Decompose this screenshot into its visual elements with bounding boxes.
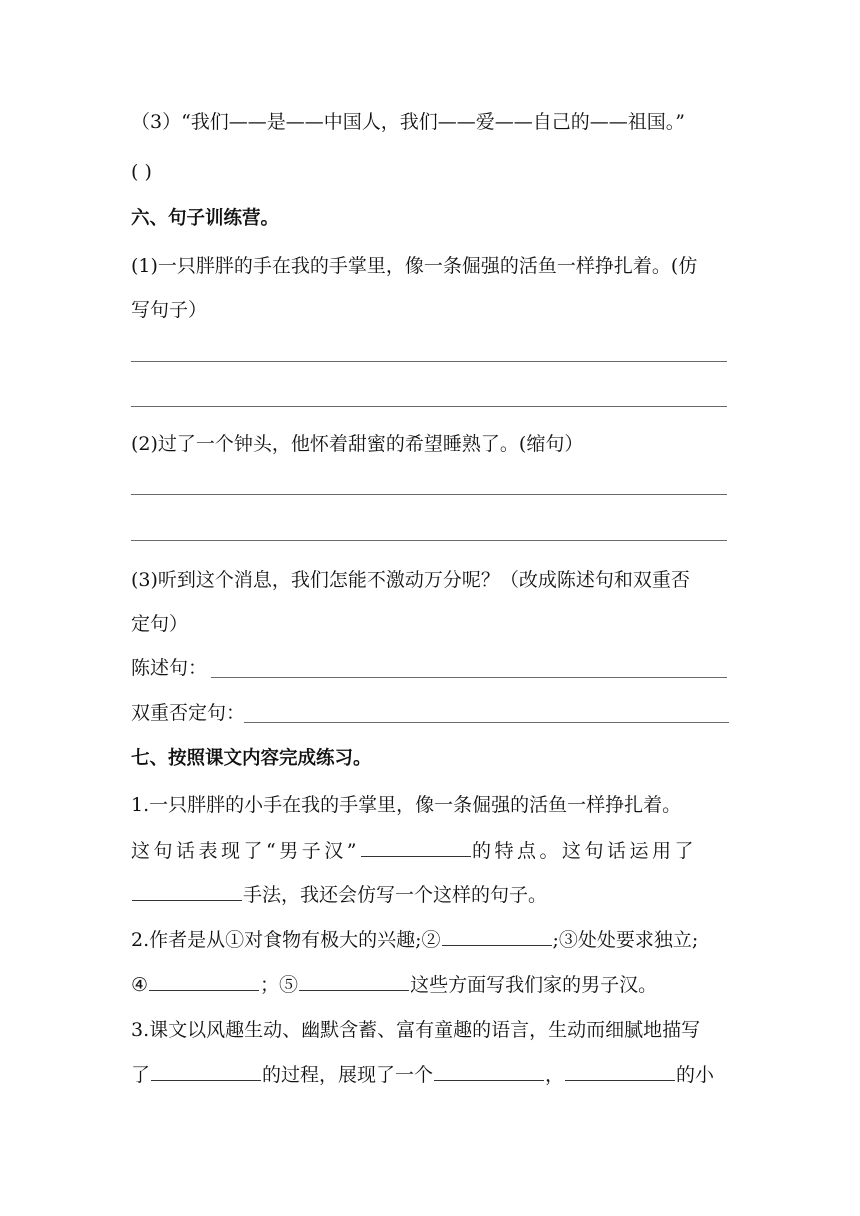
q3-text-a: 了 — [131, 1064, 151, 1086]
q1-text-c: 手法，我还会仿写一个这样的句子。 — [243, 884, 548, 906]
q2-text-a: 2.作者是从①对食物有极大的兴趣;② — [131, 929, 441, 951]
question-7-3: 3.课文以风趣生动、幽默含蓄、富有童趣的语言，生动而细腻地描写 — [131, 1019, 701, 1041]
section-6-item-3-cont: 定句） — [131, 613, 189, 635]
section-6-item-2: (2)过了一个钟头，他怀着甜蜜的希望睡熟了。(缩句） — [131, 433, 584, 455]
answer-line[interactable] — [131, 494, 727, 495]
q3-text-d: 的小 — [676, 1064, 715, 1086]
answer-parentheses[interactable]: ( ) — [131, 161, 152, 183]
answer-line[interactable] — [131, 361, 727, 362]
declarative-answer-line[interactable] — [211, 677, 727, 678]
fill-blank[interactable] — [132, 899, 242, 901]
q2-text-d: ；⑤ — [260, 974, 299, 996]
section-6-item-3: (3)听到这个消息，我们怎能不激动万分呢？（改成陈述句和双重否 — [131, 569, 690, 591]
double-negative-answer-line[interactable] — [244, 722, 729, 723]
q2-text-b: ;③处处要求独立; — [552, 929, 699, 951]
q3-text-c: ， — [545, 1064, 565, 1086]
answer-line[interactable] — [131, 540, 727, 541]
question-7-1-line-3 — [131, 883, 547, 907]
q2-text-c: ④ — [131, 974, 149, 996]
q1-text-b: 的特点。这句话运用了 — [471, 840, 697, 862]
question-7-1: 1.一只胖胖的小手在我的手掌里，像一条倔强的活鱼一样挣扎着。 — [131, 794, 682, 816]
q1-text-a: 这句话表现了“男子汉” — [131, 840, 360, 862]
question-7-3-line-2 — [131, 1063, 714, 1087]
declarative-label: 陈述句： — [131, 657, 208, 679]
section-6-item-1: (1)一只胖胖的手在我的手掌里，像一条倔强的活鱼一样挣扎着。(仿 — [131, 255, 698, 277]
question-7-2 — [131, 928, 698, 952]
section-6-heading: 六、句子训练营。 — [131, 208, 280, 229]
q3-text-b: 的过程，展现了一个 — [262, 1064, 434, 1086]
question-7-2-line-2 — [131, 973, 657, 997]
question-7-1-line-2 — [131, 839, 697, 863]
fill-blank[interactable] — [442, 944, 552, 946]
fill-blank[interactable] — [565, 1079, 675, 1081]
fill-blank[interactable] — [361, 855, 471, 857]
q2-text-e: 这些方面写我们家的男子汉。 — [410, 974, 658, 996]
question-5-3: （3）“我们——是——中国人，我们——爱——自己的——祖国。” — [131, 111, 686, 133]
double-negative-label: 双重否定句： — [131, 702, 246, 724]
answer-line[interactable] — [131, 406, 727, 407]
fill-blank[interactable] — [149, 989, 259, 991]
fill-blank[interactable] — [434, 1079, 544, 1081]
section-7-heading: 七、按照课文内容完成练习。 — [131, 748, 372, 769]
fill-blank[interactable] — [299, 989, 409, 991]
section-6-item-1-cont: 写句子） — [131, 299, 208, 321]
fill-blank[interactable] — [151, 1079, 261, 1081]
